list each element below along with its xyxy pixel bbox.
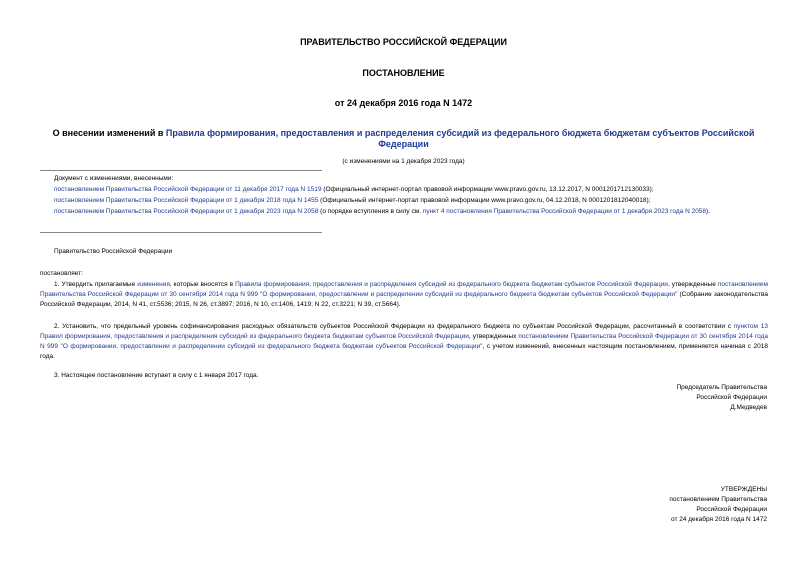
- p2-text: , утвержденных: [468, 333, 519, 340]
- p2-text: 2. Установить, что предельный уровень софинансирования расходных обязательств субъектов Российской Федерации из федерального бюджета по субъектам Российской Федерации, рассчитанный в соответствии с: [54, 323, 734, 330]
- approved-country: Российской Федерации: [696, 506, 767, 513]
- change-text: (о порядке вступления в силу см.: [318, 208, 423, 215]
- title-rules-link[interactable]: Правила формирования, предоставления и распределения субсидий из федерального бюджета бюджетам субъектов Российской Федерации: [165, 128, 755, 149]
- p2-clause13-link[interactable]: пунктом 13 Правил формирования, предоставления и распределения субсидий из федерального бюджета бюджетам субъектов Российской Федерации: [40, 323, 768, 340]
- approved-date: от 24 декабря 2016 года N 1472: [670, 516, 767, 523]
- p1-changes-link[interactable]: изменения: [137, 281, 170, 288]
- document-date-number: от 24 декабря 2016 года N 1472: [334, 98, 473, 108]
- p1-text: (Собрание законодательства Российской Федерации, 2014, N 41, ст.5536; 2015, N 26, ст.3897; 2016, N 10, ст.1406, 1419; N 22, ст.3221; N 39, ст.5664).: [40, 291, 768, 308]
- change-item: [40, 184, 775, 195]
- revision-note: (с изменениями на 1 декабря 2023 года): [342, 158, 465, 165]
- change-text: (Официальный интернет-портал правовой информации www.pravo.gov.ru, 04.12.2018, N 0001201812040018);: [318, 197, 651, 204]
- approved-heading: УТВЕРЖДЕНЫ: [720, 486, 767, 493]
- change-item: [40, 206, 775, 217]
- change-text: ).: [706, 208, 711, 215]
- signature-name: Д.Медведев: [730, 404, 767, 411]
- signature-country: Российской Федерации: [696, 394, 767, 401]
- change-item: [40, 195, 775, 206]
- p2-decree-999-title-link[interactable]: "О формировании, предоставлении и распределении субсидий из федерального бюджета бюджетам субъектов Российской Федерации": [58, 343, 483, 350]
- signature-block: [676, 383, 767, 413]
- approved-block: [669, 485, 767, 525]
- changes-block: [40, 173, 775, 217]
- approved-by: постановлением Правительства: [669, 496, 767, 503]
- paragraph-1: [40, 280, 768, 310]
- change-link-2058-clause4[interactable]: пункт 4 постановления Правительства Российской Федерации от 1 декабря 2023 года N 2058: [422, 208, 707, 215]
- decides-line: постановляет:: [40, 270, 83, 277]
- p2-decree-999-link[interactable]: постановлением Правительства Российской Федерации от 30 сентября 2014 года N 999: [40, 333, 768, 350]
- change-link-1519[interactable]: постановлением Правительства Российской Федерации от 11 декабря 2017 года N 1519: [54, 186, 322, 193]
- divider-bottom: [40, 232, 322, 233]
- p1-decree-999-title-link[interactable]: "О формировании, предоставлении и распределении субсидий из федерального бюджета бюджетам субъектов Российской Федерации": [257, 291, 678, 298]
- government-heading: ПРАВИТЕЛЬСТВО РОССИЙСКОЙ ФЕДЕРАЦИИ: [300, 37, 507, 47]
- document-title: [40, 128, 767, 150]
- title-prefix: О внесении изменений в: [52, 128, 166, 138]
- p1-text: , утвержденные: [667, 281, 718, 288]
- changes-heading: Документ с изменениями, внесенными:: [54, 175, 174, 182]
- change-link-2058[interactable]: постановлением Правительства Российской Федерации от 1 декабря 2023 года N 2058: [54, 208, 319, 215]
- change-text: (Официальный интернет-портал правовой информации www.pravo.gov.ru, 13.12.2017, N 0001201712130033);: [321, 186, 654, 193]
- p1-text: 1. Утвердить прилагаемые: [54, 281, 138, 288]
- divider-top: [40, 170, 322, 171]
- paragraph-2: [40, 322, 768, 362]
- government-line: Правительство Российской Федерации: [54, 248, 173, 255]
- document-type: ПОСТАНОВЛЕНИЕ: [362, 68, 445, 78]
- p1-rules-link[interactable]: Правила формирования, предоставления и распределения субсидий из федерального бюджета бюджетам субъектов Российской Федерации: [235, 281, 668, 288]
- p1-decree-999-link[interactable]: постановлением Правительства Российской Федерации от 30 сентября 2014 года N 999: [40, 281, 768, 298]
- signature-position: Председатель Правительства: [676, 384, 767, 391]
- p2-text: , с учетом изменений, внесенных настоящим постановлением, применяется начиная с 2018 года.: [40, 343, 768, 360]
- change-link-1455[interactable]: постановлением Правительства Российской Федерации от 1 декабря 2018 года N 1455: [54, 197, 319, 204]
- p1-text: , которые вносятся в: [169, 281, 236, 288]
- paragraph-3: 3. Настоящее постановление вступает в силу с 1 января 2017 года.: [54, 372, 259, 379]
